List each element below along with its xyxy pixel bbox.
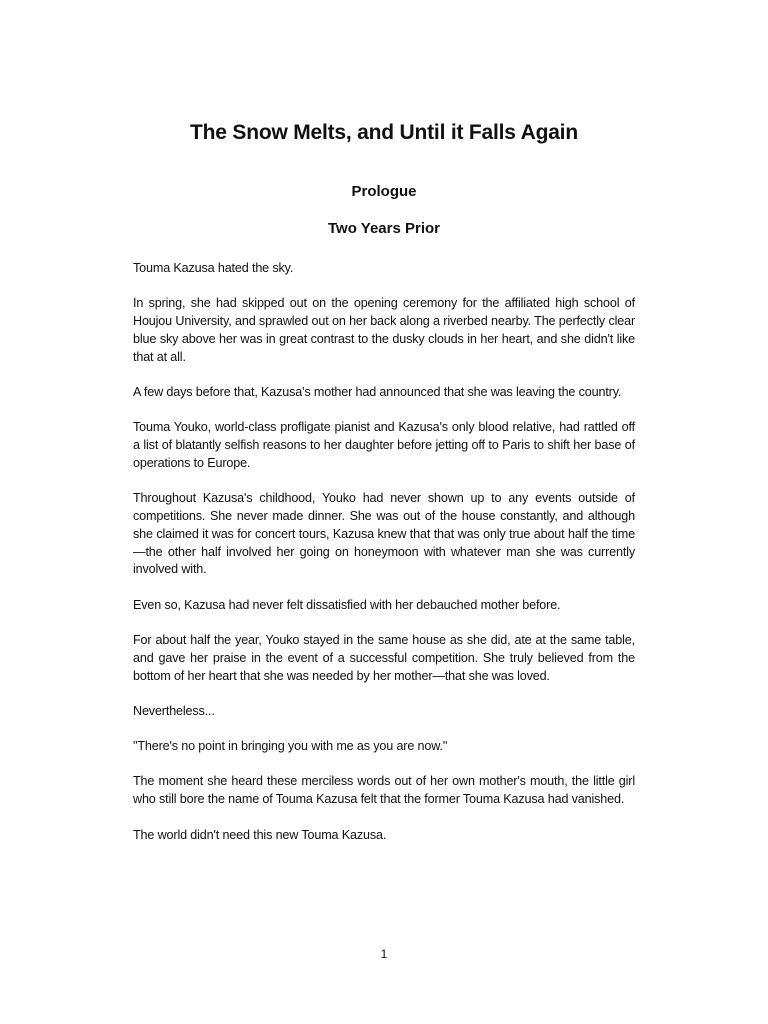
- paragraph: A few days before that, Kazusa's mother had announced that she was leaving the country.: [133, 384, 622, 399]
- paragraph: Touma Youko, world-class profligate pianist and Kazusa's only blood relative, had rattled off a list of blatantly selfish reasons to her daughter before jetting off to Paris to shift her base of operations to Europe.: [133, 420, 635, 470]
- chapter-heading: Prologue: [351, 183, 417, 200]
- paragraph: For about half the year, Youko stayed in the same house as she did, ate at the same table, and gave her praise in the event of a successful competition. She truly believed from the bottom of her heart that she was needed by her mother—that she was loved.: [133, 632, 635, 683]
- body-text: [133, 260, 635, 862]
- document-title: The Snow Melts, and Until it Falls Again: [190, 121, 578, 144]
- paragraph: Even so, Kazusa had never felt dissatisfied with her debauched mother before.: [133, 597, 561, 612]
- paragraph: The moment she heard these merciless words out of her own mother's mouth, the little girl who still bore the name of Touma Kazusa felt that the former Touma Kazusa had vanished.: [133, 774, 635, 807]
- paragraph: In spring, she had skipped out on the opening ceremony for the affiliated high school of Houjou University, and sprawled out on her back along a riverbed nearby. The perfectly clear blue sky above her was in great contrast to the dusky clouds in her heart, and she didn't like that at all.: [133, 296, 635, 364]
- paragraph: The world didn't need this new Touma Kazusa.: [133, 827, 387, 842]
- paragraph: Throughout Kazusa's childhood, Youko had never shown up to any events outside of competitions. She never made dinner. She was out of the house constantly, and although she claimed it was for concert tours, Kazusa knew that that was only true about half the time—the other half involved her going on honeymoon with whatever man she was currently involved with.: [133, 491, 635, 577]
- paragraph: "There's no point in bringing you with me as you are now.": [133, 739, 448, 754]
- paragraph: Touma Kazusa hated the sky.: [133, 261, 294, 275]
- subchapter-heading: Two Years Prior: [328, 220, 440, 237]
- paragraph: Nevertheless...: [133, 703, 215, 718]
- page-number: 1: [380, 947, 388, 961]
